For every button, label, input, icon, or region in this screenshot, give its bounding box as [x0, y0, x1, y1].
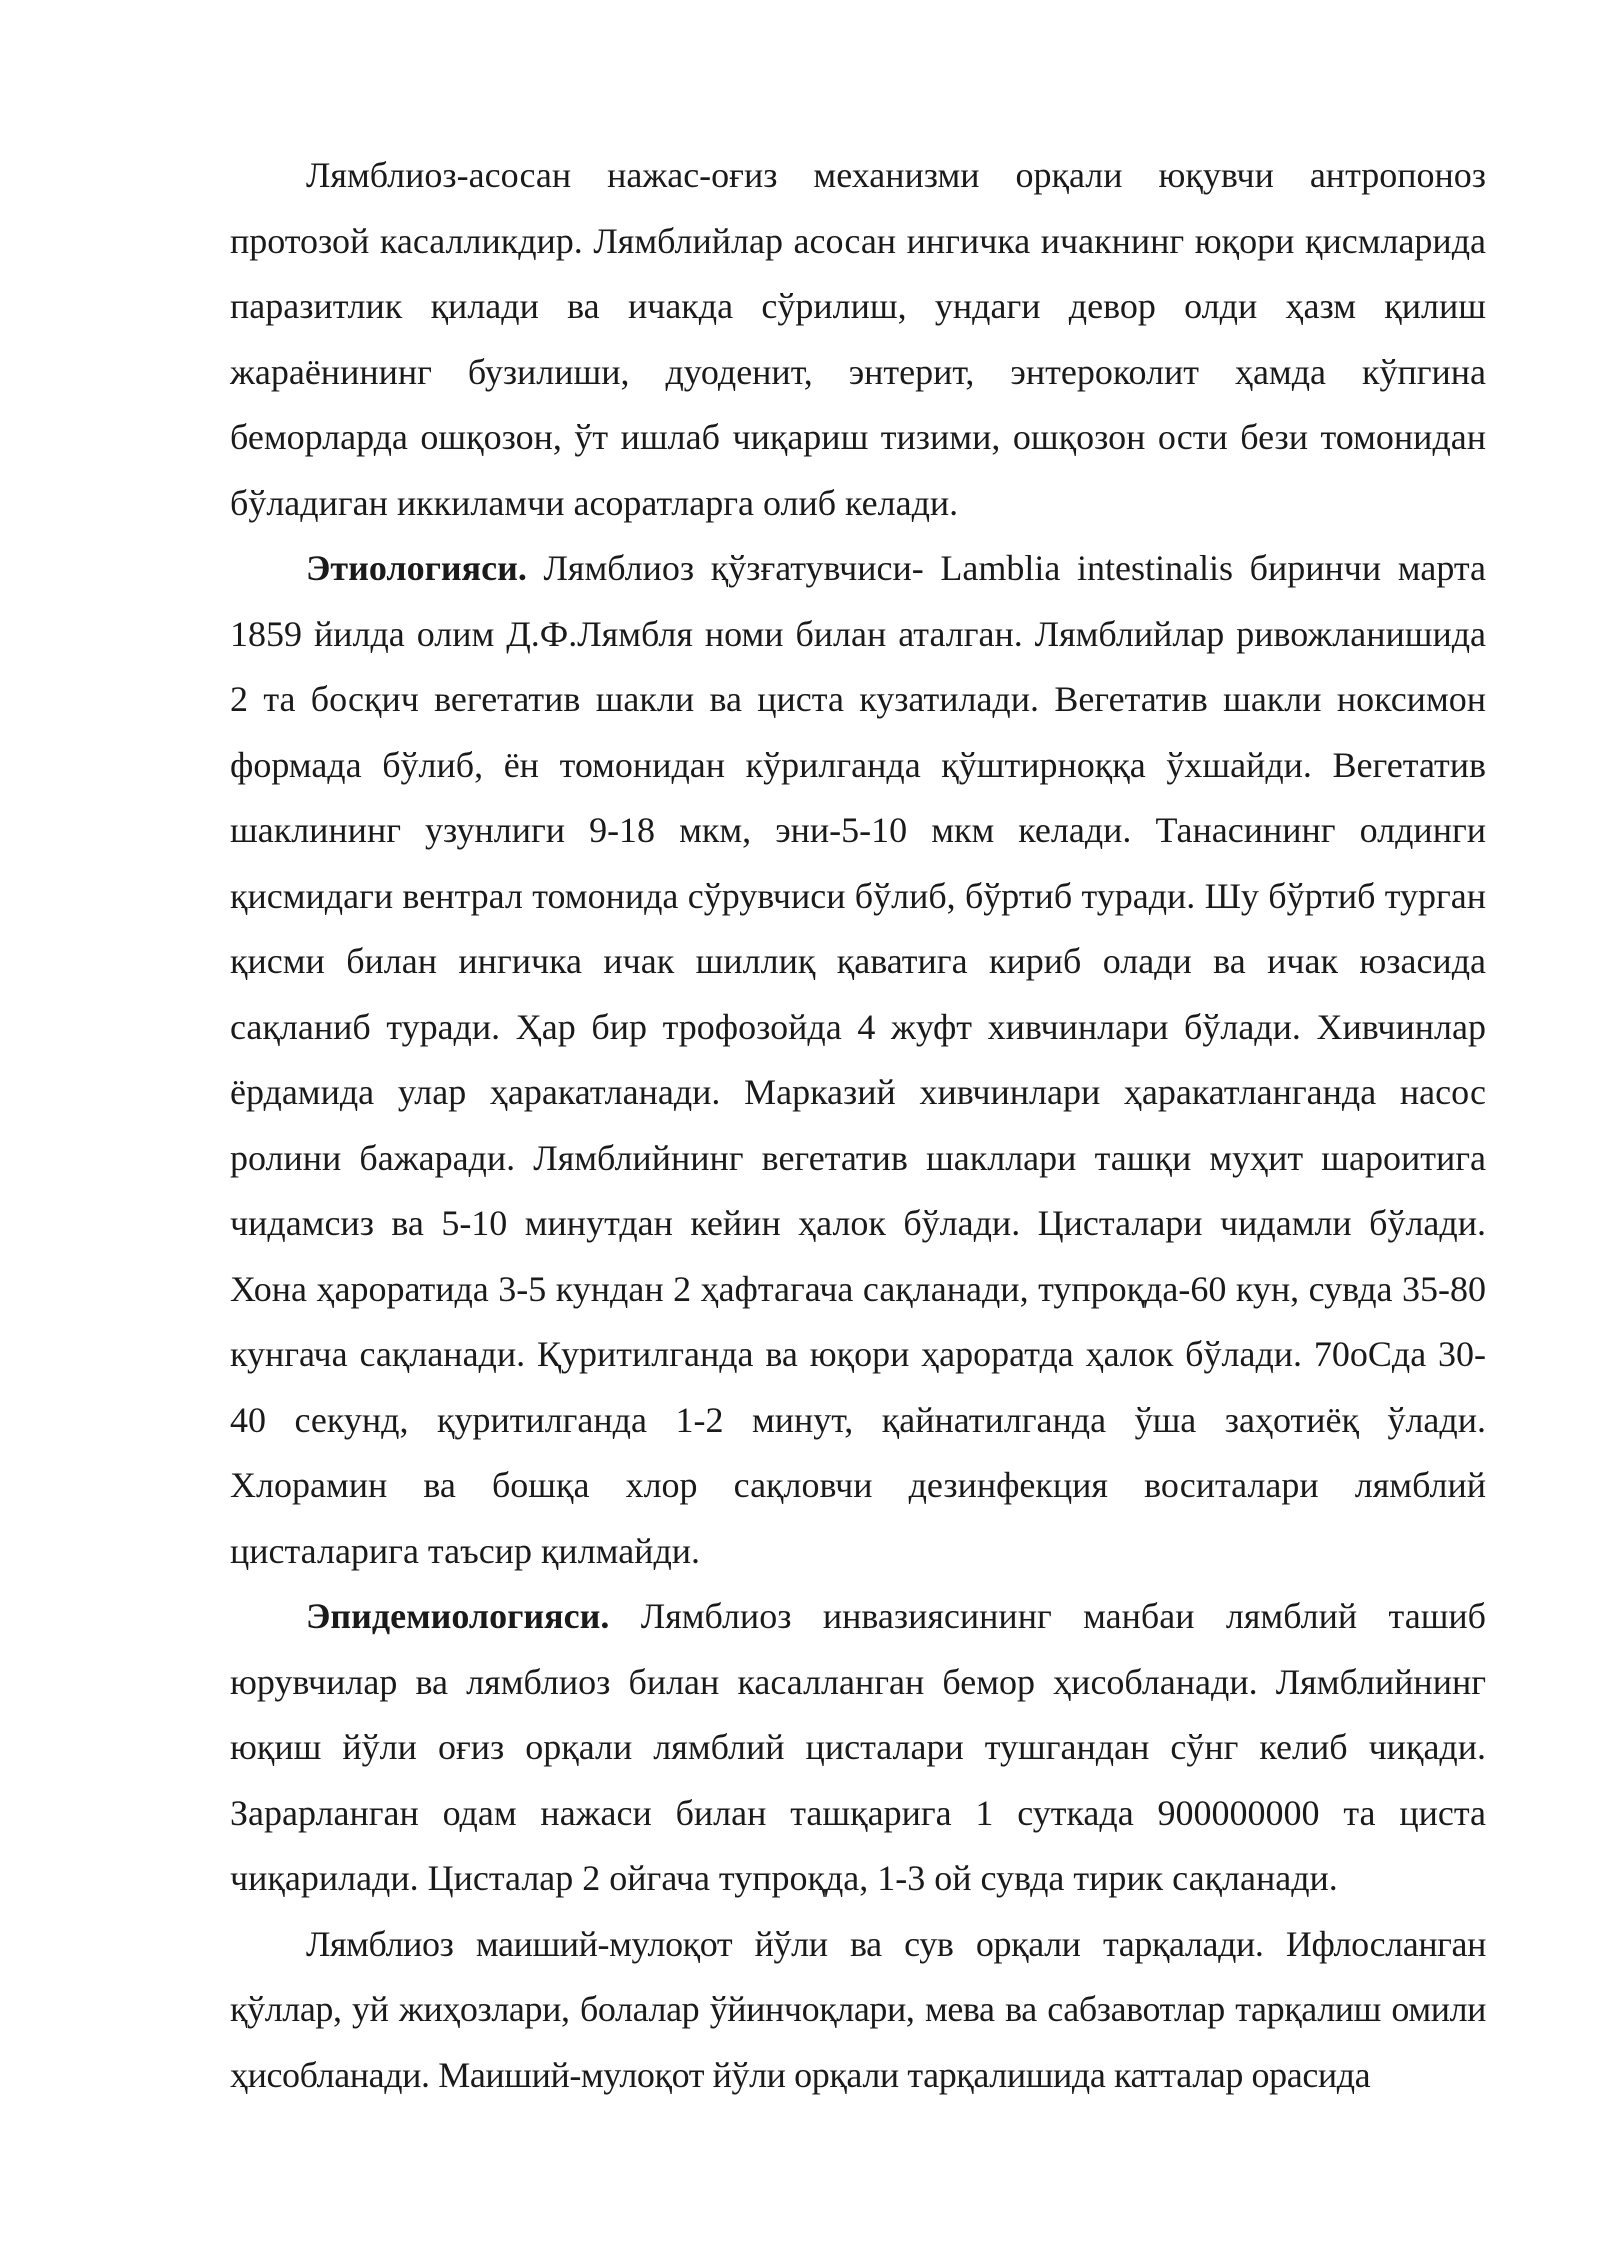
paragraph-epidemiology: [230, 1584, 1486, 1912]
paragraph-intro: [230, 143, 1486, 536]
transmission-text: Лямблиоз маиший-мулоқот йўли ва сув орқали тарқалади. Ифлосланган қўллар, уй жиҳозлари, болалар ўйинчоқлари, мева ва сабзавотлар тарқалиш омили ҳисобланади. Маиший-мулоқот йўли орқали тарқалишида катталар орасида: [230, 1923, 1486, 2095]
etiology-text: Лямблиоз қўзғатувчиси- Lamblia intestinalis биринчи марта 1859 йилда олим Д.Ф.Лямбля номи билан аталган. Лямблийлар ривожланишида 2 та босқич вегетатив шакли ва циста кузатилади. Вегетатив шакли ноксимон формада бўлиб, ён томонидан кўрилганда қўштирноққа ўхшайди. Вегетатив шаклининг узунлиги 9-18 мкм, эни-5-10 мкм келади. Танасининг олдинги қисмидаги вентрал томонида сўрувчиси бўлиб, бўртиб туради. Шу бўртиб турган қисми билан ингичка ичак шиллиқ қаватига кириб олади ва ичак юзасида сақланиб туради. Ҳар бир трофозойда 4 жуфт хивчинлари бўлади. Хивчинлар ёрдамида улар ҳаракатланади. Марказий хивчинлари ҳаракатланганда насос ролини бажаради. Лямблийнинг вегетатив шакллари ташқи муҳит шароитига чидамсиз ва 5-10 минутдан кейин ҳалок бўлади. Цисталари чидамли бўлади. Хона ҳароратида 3-5 кундан 2 ҳафтагача сақланади, тупроқда-60 кун, сувда 35-80 кунгача сақланади. Қуритилганда ва юқори ҳароратда ҳалок бўлади. 70оСда 30-40 секунд, қуритилганда 1-2 минут, қайнатилганда ўша заҳотиёқ ўлади. Хлорамин ва бошқа хлор сақловчи дезинфекция воситалари лямблий цисталарига таъсир қилмайди.: [230, 548, 1486, 1571]
etiology-heading: Этиологияси.: [306, 548, 527, 588]
epidemiology-heading: Эпидемиологияси.: [306, 1596, 610, 1636]
paragraph-intro-text: Лямблиоз-асосан нажас-оғиз механизми орқали юқувчи антропоноз протозой касалликдир. Лямблийлар асосан ингичка ичакнинг юқори қисмларида паразитлик қилади ва ичакда сўрилиш, ундаги девор олди ҳазм қилиш жараёнининг бузилиши, дуоденит, энтерит, энтероколит ҳамда кўпгина беморларда ошқозон, ўт ишлаб чиқариш тизими, ошқозон ости бези томонидан бўладиган иккиламчи асоратларга олиб келади.: [230, 155, 1486, 523]
paragraph-etiology: [230, 536, 1486, 1584]
paragraph-transmission: [230, 1912, 1486, 2109]
epidemiology-text: Лямблиоз инвазиясининг манбаи лямблий ташиб юрувчилар ва лямблиоз билан касалланган бемор ҳисобланади. Лямблийнинг юқиш йўли оғиз орқали лямблий цисталари тушгандан сўнг келиб чиқади. Зарарланган одам нажаси билан ташқарига 1 суткада 900000000 та циста чиқарилади. Цисталар 2 ойгача тупроқда, 1-3 ой сувда тирик сақланади.: [230, 1596, 1486, 1898]
document-page: [230, 143, 1486, 2108]
